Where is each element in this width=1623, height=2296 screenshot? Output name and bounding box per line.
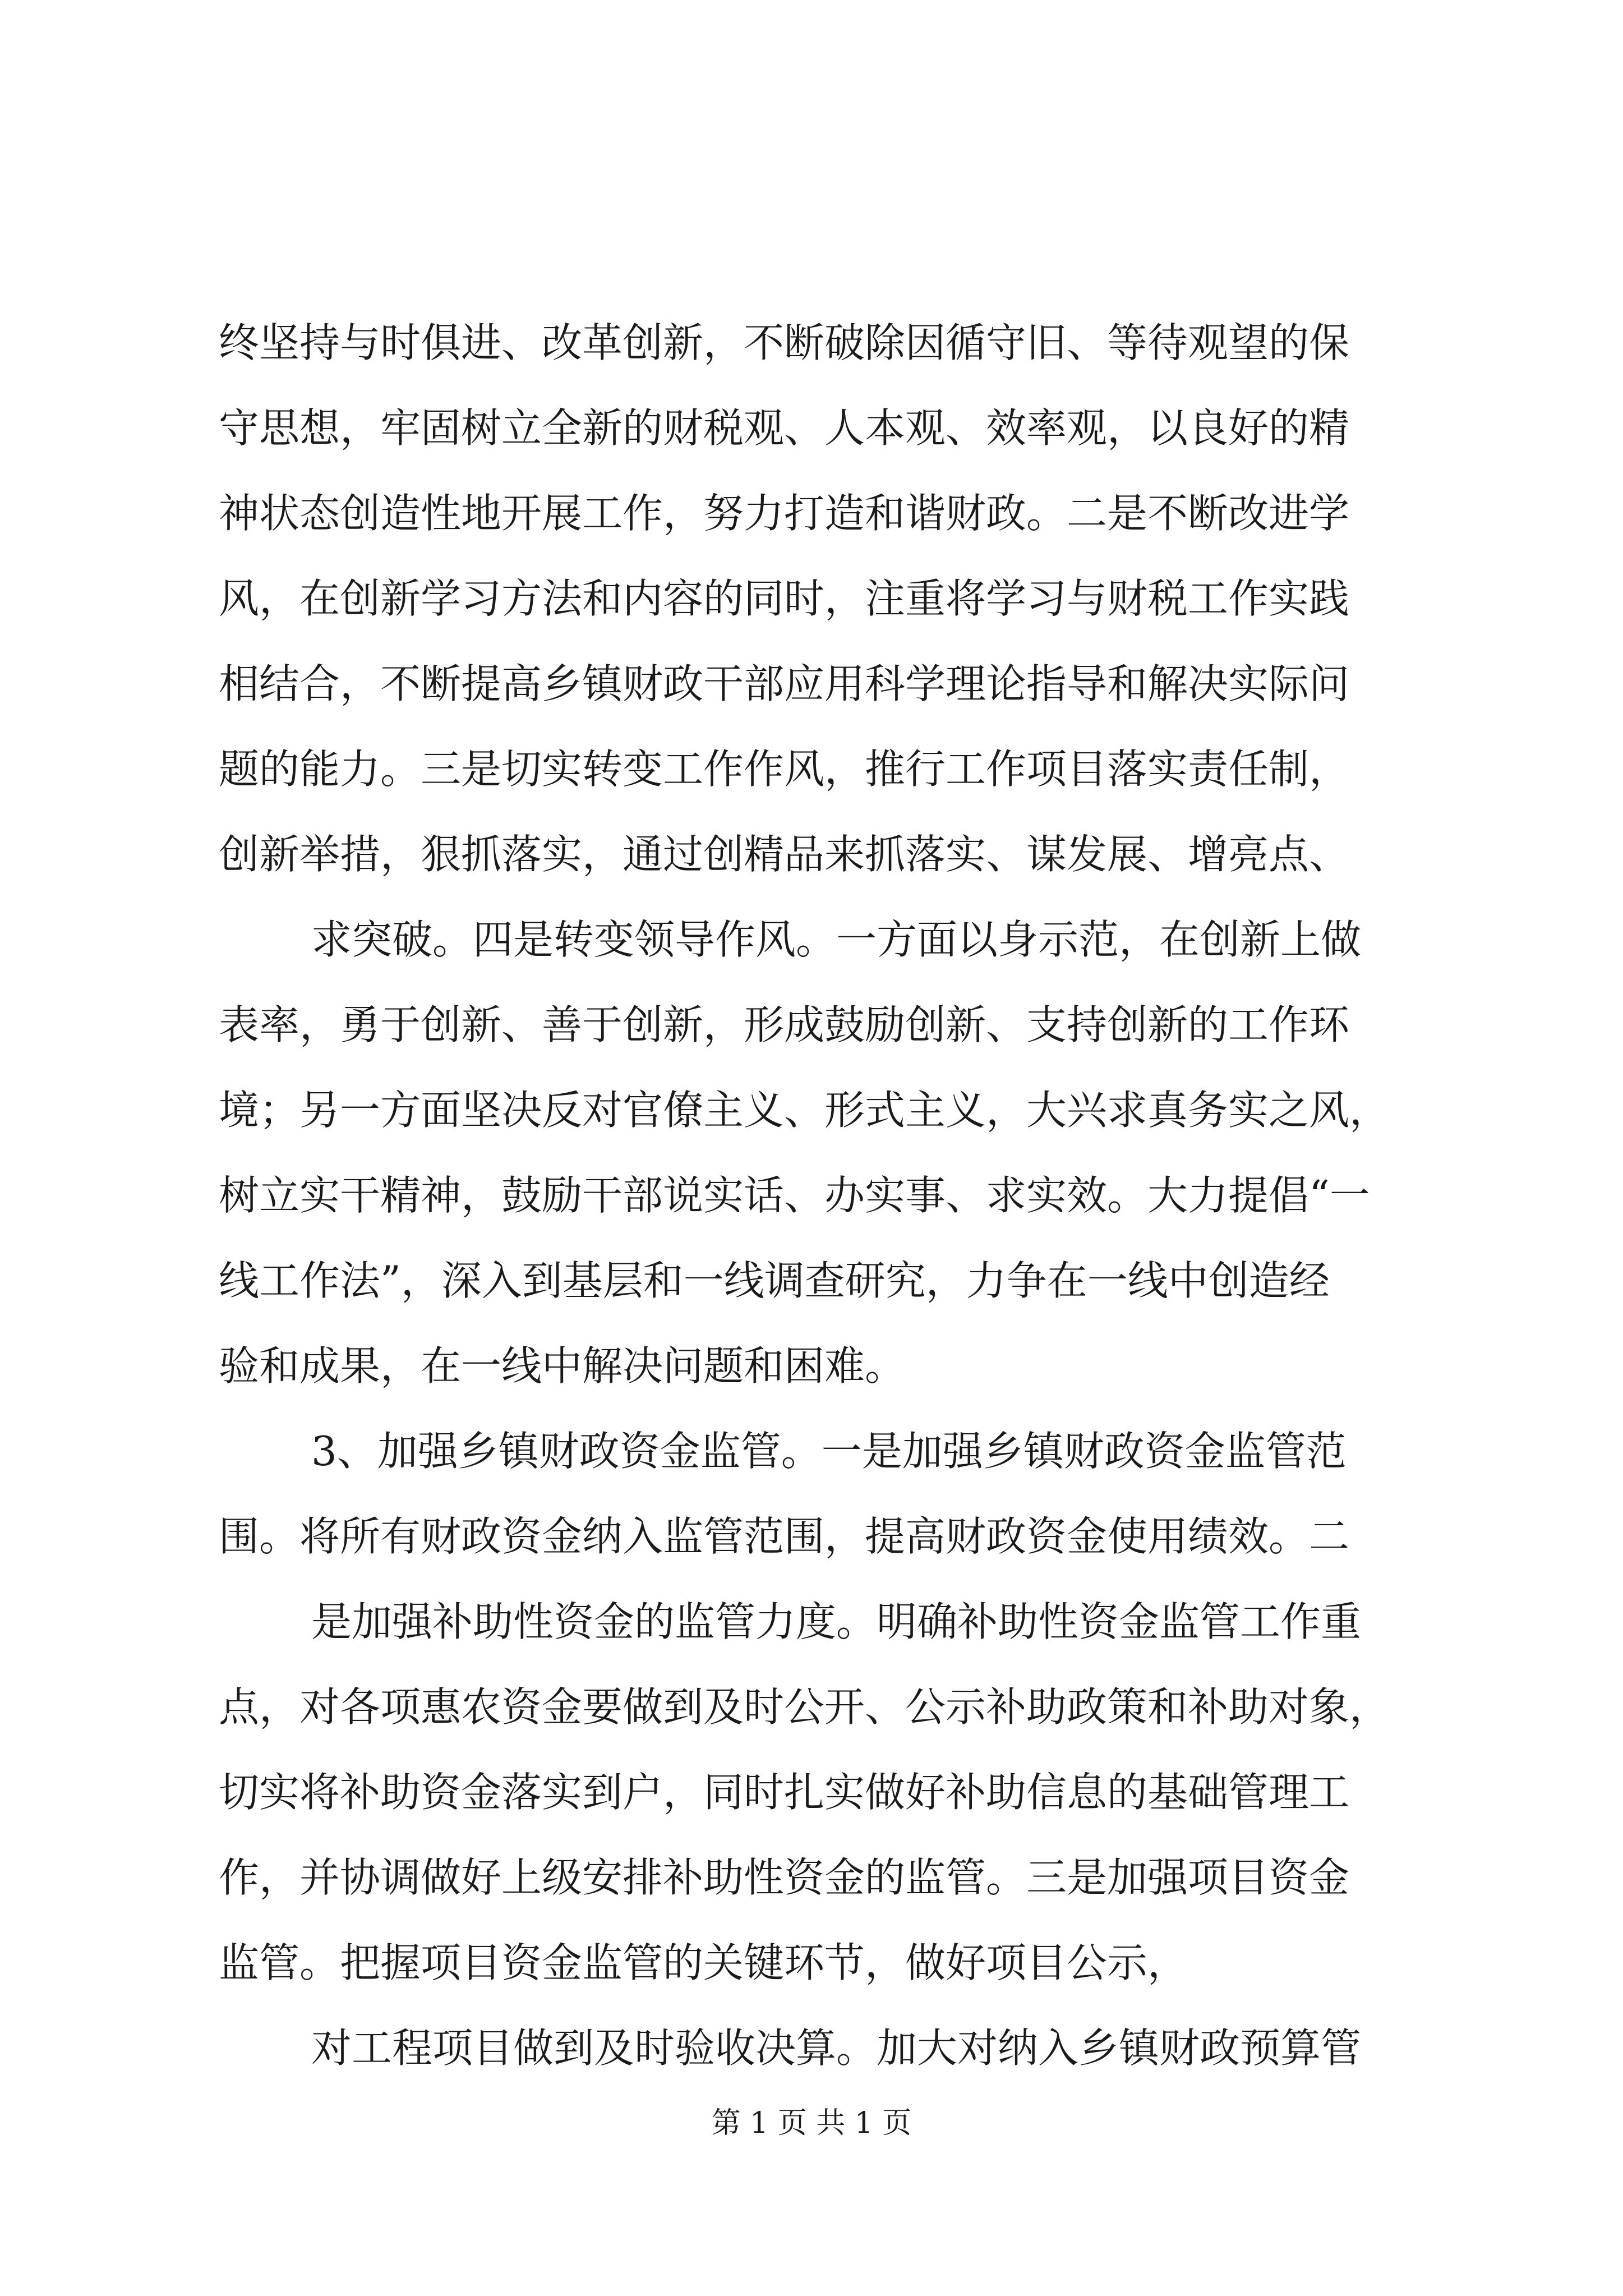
text-line-6: 题的能力。三是切实转变工作作风，推行工作项目落实责任制，	[219, 746, 1350, 793]
text-line-16: 是加强补助性资金的监管力度。明确补助性资金监管工作重	[311, 1598, 1362, 1645]
text-line-9: 表率，勇于创新、善于创新，形成鼓励创新、支持创新的工作环	[219, 1001, 1350, 1048]
text-line-20: 监管。把握项目资金监管的关键环节，做好项目公示，	[219, 1939, 1188, 1986]
page-footer	[0, 2104, 1623, 2143]
text-line-3: 神状态创造性地开展工作，努力打造和谐财政。二是不断改进学	[219, 490, 1350, 537]
text-line-1: 终坚持与时俱进、改革创新，不断破除因循守旧、等待观望的保	[219, 319, 1350, 366]
text-line-4: 风，在创新学习方法和内容的同时，注重将学习与财税工作实践	[219, 575, 1350, 622]
text-line-8: 求突破。四是转变领导作风。一方面以身示范，在创新上做	[311, 916, 1362, 963]
text-line-17: 点，对各项惠农资金要做到及时公开、公示补助政策和补助对象，	[219, 1683, 1390, 1731]
text-line-2: 守思想，牢固树立全新的财税观、人本观、效率观，以良好的精	[219, 404, 1350, 452]
page-number-label: 第 1 页 共 1 页	[711, 2106, 912, 2140]
text-line-21: 对工程项目做到及时验收决算。加大对纳入乡镇财政预算管	[311, 2024, 1362, 2072]
text-line-15: 围。将所有财政资金纳入监管范围，提高财政资金使用绩效。二	[219, 1513, 1350, 1560]
text-line-10: 境；另一方面坚决反对官僚主义、形式主义，大兴求真务实之风，	[219, 1087, 1390, 1134]
document-body	[219, 300, 1408, 2091]
text-line-12: 线工作法”，深入到基层和一线调查研究，力争在一线中创造经	[219, 1257, 1330, 1304]
text-line-14: 3、加强乡镇财政资金监管。一是加强乡镇财政资金监管范	[311, 1428, 1347, 1475]
text-line-13: 验和成果，在一线中解决问题和困难。	[219, 1342, 906, 1389]
text-line-18: 切实将补助资金落实到户，同时扎实做好补助信息的基础管理工	[219, 1769, 1350, 1816]
text-line-5: 相结合，不断提高乡镇财政干部应用科学理论指导和解决实际问	[219, 660, 1350, 707]
text-line-19: 作，并协调做好上级安排补助性资金的监管。三是加强项目资金	[219, 1854, 1350, 1901]
text-line-11: 树立实干精神，鼓励干部说实话、办实事、求实效。大力提倡“一	[219, 1172, 1370, 1219]
text-line-7: 创新举措，狠抓落实，通过创精品来抓落实、谋发展、增亮点、	[219, 831, 1350, 878]
